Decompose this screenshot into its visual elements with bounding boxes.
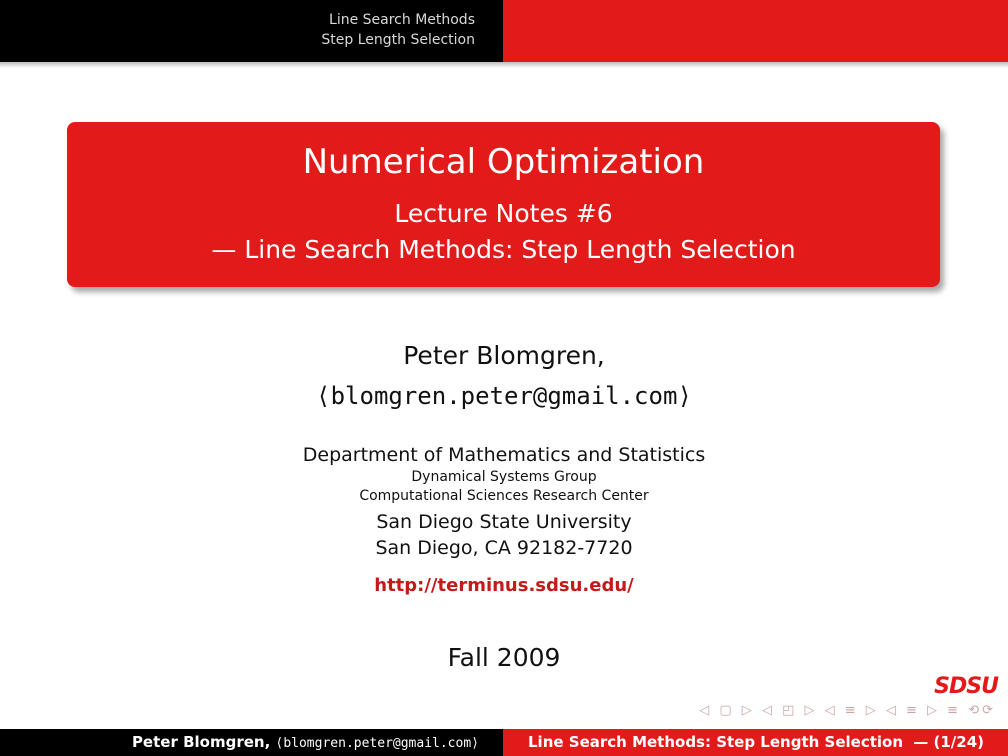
beamer-navigation-icons[interactable]: ◁ ▢ ▷ ◁ ◰ ▷ ◁ ≡ ▷ ◁ ≡ ▷ ≡ ⟲⟳ [699, 703, 996, 718]
footer-author [132, 733, 479, 753]
research-group-1: Dynamical Systems Group [411, 469, 597, 485]
header-section-link[interactable]: Line Search Methods [329, 12, 475, 28]
slide-title: Numerical Optimization [302, 142, 705, 182]
subtitle-line-2: — Line Search Methods: Step Length Selection [211, 235, 796, 264]
subtitle-line-1: Lecture Notes #6 [394, 199, 613, 228]
footer-author-name: Peter Blomgren, [131, 733, 271, 751]
title-box [67, 122, 940, 287]
header-right-band [503, 0, 1008, 62]
website-link[interactable]: http://terminus.sdsu.edu/ [374, 575, 634, 596]
date: Fall 2009 [447, 643, 561, 672]
research-group-2: Computational Sciences Research Center [359, 488, 649, 504]
city-address: San Diego, CA 92182-7720 [375, 537, 633, 559]
header-shadow [0, 62, 1008, 68]
header-left-band [0, 0, 503, 62]
slide-subtitle [67, 196, 940, 268]
university: San Diego State University [376, 511, 632, 533]
department: Department of Mathematics and Statistics [302, 444, 706, 466]
header-subsection-link[interactable]: Step Length Selection [321, 32, 475, 48]
author-name: Peter Blomgren, [403, 341, 605, 370]
footer-left-band [0, 729, 503, 756]
author-email: ⟨blomgren.peter@gmail.com⟩ [316, 382, 692, 410]
footer-page-number: — (1/24) [913, 733, 984, 751]
header-navigation [321, 10, 475, 50]
sdsu-logo: SDSU [934, 674, 998, 699]
footer-author-email: ⟨blomgren.peter@gmail.com⟩ [275, 736, 479, 751]
footer-right-band [503, 729, 1008, 756]
footer-title: Line Search Methods: Step Length Selection [528, 733, 904, 751]
